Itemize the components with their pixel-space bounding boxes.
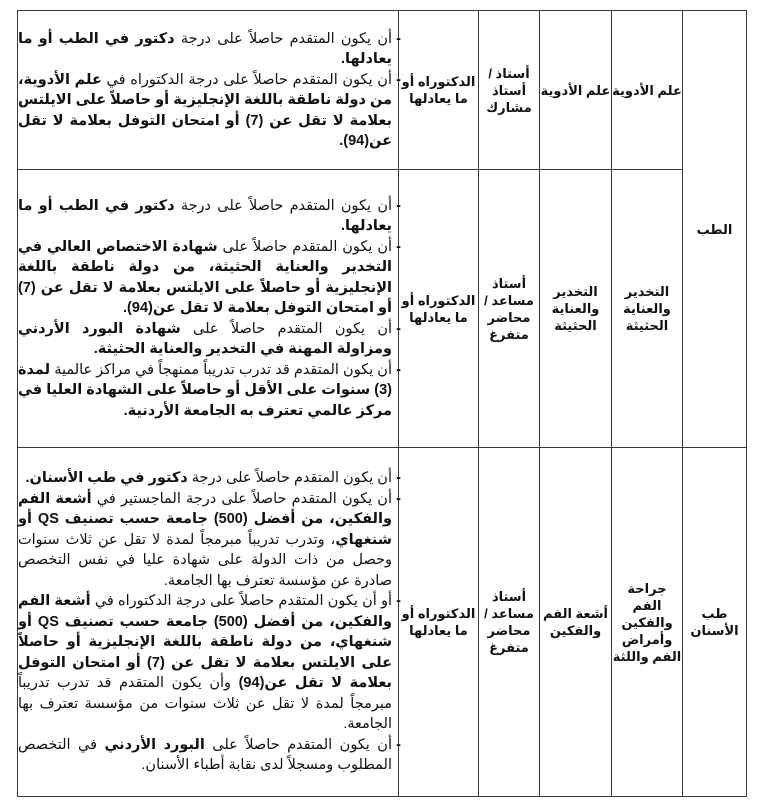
requirement-text: وأن يكون المتقدم قد تدرب تدريباً مبرمجاً لمدة لا تقل عن ثلاث سنوات من مؤسسة تعترف بها الجامعة. xyxy=(18,675,392,733)
requirement-text: أن يكون المتقدم حاصلاً على درجة xyxy=(174,197,392,214)
requirement-text: أن يكون المتقدم حاصلاً على xyxy=(204,736,392,753)
specialization-name: التخدير والعناية الحثيثة xyxy=(551,284,600,333)
requirement-text: أن يكون المتقدم حاصلاً على xyxy=(180,320,393,337)
table-row xyxy=(18,170,747,448)
requirement-item xyxy=(18,29,398,70)
major-name: التخدير والعناية الحثيثة xyxy=(623,284,671,333)
college-name: الطب xyxy=(696,221,733,237)
college-cell xyxy=(683,11,747,448)
major-cell xyxy=(612,448,683,797)
rank-cell xyxy=(479,448,540,797)
specialization-name: علم الأدوية xyxy=(540,82,611,98)
major-cell xyxy=(612,170,683,448)
table-row xyxy=(18,448,747,797)
requirement-text: أن يكون المتقدم حاصلاً على درجة الدكتوراه في xyxy=(101,71,392,88)
major-name: جراحة الفم والفكين وأمراض الفم واللثة xyxy=(612,580,682,664)
requirements-cell xyxy=(18,170,399,448)
requirement-item xyxy=(18,360,398,422)
requirements-table xyxy=(17,10,747,797)
academic-rank: أستاذ مساعد / محاضر متفرغ xyxy=(484,589,534,655)
specialization-cell xyxy=(540,170,612,448)
requirement-text: شهادة الاختصاص العالي في التخدير والعناية الحثيثة، من دولة ناطقة باللغة الإنجليزية أو حاصلاً على الايلتس بعلامة لا تقل عن (7) أو امتحان التوفل بعلامة لا تقل عن(94). xyxy=(18,238,392,317)
academic-rank: أستاذ / أستاذ مشارك xyxy=(486,65,532,115)
requirement-text: علم الأدوية، من دولة ناطقة باللغة الإنجليزية أو حاصلاً على الايلتس بعلامة لا تقل عن (7) أو امتحان التوفل بعلامة لا تقل عن(94). xyxy=(18,71,392,149)
requirement-text: في التخصص المطلوب ومسجلاً لدى نقابة أطباء الأسنان. xyxy=(18,736,392,774)
academic-rank: أستاذ مساعد / محاضر متفرغ xyxy=(484,275,534,342)
requirement-text: أن يكون المتقدم قد تدرب تدريباً ممنهجاً في مراكز عالمية xyxy=(50,361,392,378)
requirements-cell xyxy=(18,11,399,170)
requirement-text: لمدة (3) سنوات على الأقل أو حاصلاً على الشهادة العليا في مركز عالمي تعترف به الجامعة الأردنية. xyxy=(18,361,392,419)
requirement-text: دكتور في طب الأسنان. xyxy=(25,470,188,487)
requirements-list xyxy=(18,196,398,422)
specialization-cell xyxy=(540,11,612,170)
requirement-item xyxy=(18,735,398,776)
requirement-item xyxy=(18,237,398,319)
rank-cell xyxy=(479,170,540,448)
rank-cell xyxy=(479,11,540,170)
requirement-item xyxy=(18,489,398,592)
requirement-text: أشعة الفم والفكين، من أفضل (500) جامعة حسب تصنيف QS أو شنغهاي xyxy=(18,490,392,548)
requirements-cell xyxy=(18,448,399,797)
requirement-text: أو أن يكون المتقدم حاصلاً على درجة الدكتوراه في xyxy=(90,593,393,610)
degree-cell xyxy=(399,11,479,170)
requirement-item xyxy=(18,468,398,489)
major-name: علم الأدوية xyxy=(612,82,682,98)
requirement-text: ، وتدرب تدريباً مبرمجاً لمدة لا تقل عن ثلاث سنوات وحصل من ذات الدولة على شهادة عليا في نفس التخصص صادرة عن مؤسسة تعترف بها الجامعة. xyxy=(18,531,392,589)
required-degree: الدكتوراه أو ما يعادلها xyxy=(401,74,476,106)
requirement-text: دكتور في الطب أو ما يعادلها. xyxy=(18,30,392,67)
requirement-text: أن يكون المتقدم حاصلاً على xyxy=(217,238,392,255)
requirement-text: أن يكون المتقدم حاصلاً على درجة الماجستير في xyxy=(91,490,392,507)
table-row xyxy=(18,11,747,170)
requirements-list xyxy=(18,468,398,776)
requirement-text: أشعة الفم والفكين، من أفضل (500) جامعة حسب تصنيف QS أو شنغهاي، من دولة ناطقة باللغة الإنجليزية أو حاصلاً على الايلتس بعلامة لا تقل عن (7) أو امتحان التوفل بعلامة لا تقل عن(94) xyxy=(18,593,393,692)
requirement-text: أن يكون المتقدم حاصلاً على درجة xyxy=(174,30,392,47)
requirement-text: دكتور في الطب أو ما يعادلها. xyxy=(18,197,392,235)
specialization-name: أشعة الفم والفكين xyxy=(543,606,608,638)
requirement-item xyxy=(18,591,398,735)
specialization-cell xyxy=(540,448,612,797)
requirement-item xyxy=(18,319,398,360)
required-degree: الدكتوراه أو ما يعادلها xyxy=(401,606,476,638)
college-cell xyxy=(683,448,747,797)
requirement-text: البورد الأردني xyxy=(104,736,205,753)
requirement-text: شهادة البورد الأردني ومزاولة المهنة في التخدير والعناية الحثيثة. xyxy=(18,320,392,358)
major-cell xyxy=(612,11,683,170)
degree-cell xyxy=(399,448,479,797)
requirement-text: أن يكون المتقدم حاصلاً على درجة xyxy=(187,470,392,487)
required-degree: الدكتوراه أو ما يعادلها xyxy=(401,292,476,325)
requirement-item xyxy=(18,70,398,152)
requirements-list xyxy=(18,29,398,152)
college-name: طب الأسنان xyxy=(690,606,739,638)
requirement-item xyxy=(18,196,398,237)
degree-cell xyxy=(399,170,479,448)
